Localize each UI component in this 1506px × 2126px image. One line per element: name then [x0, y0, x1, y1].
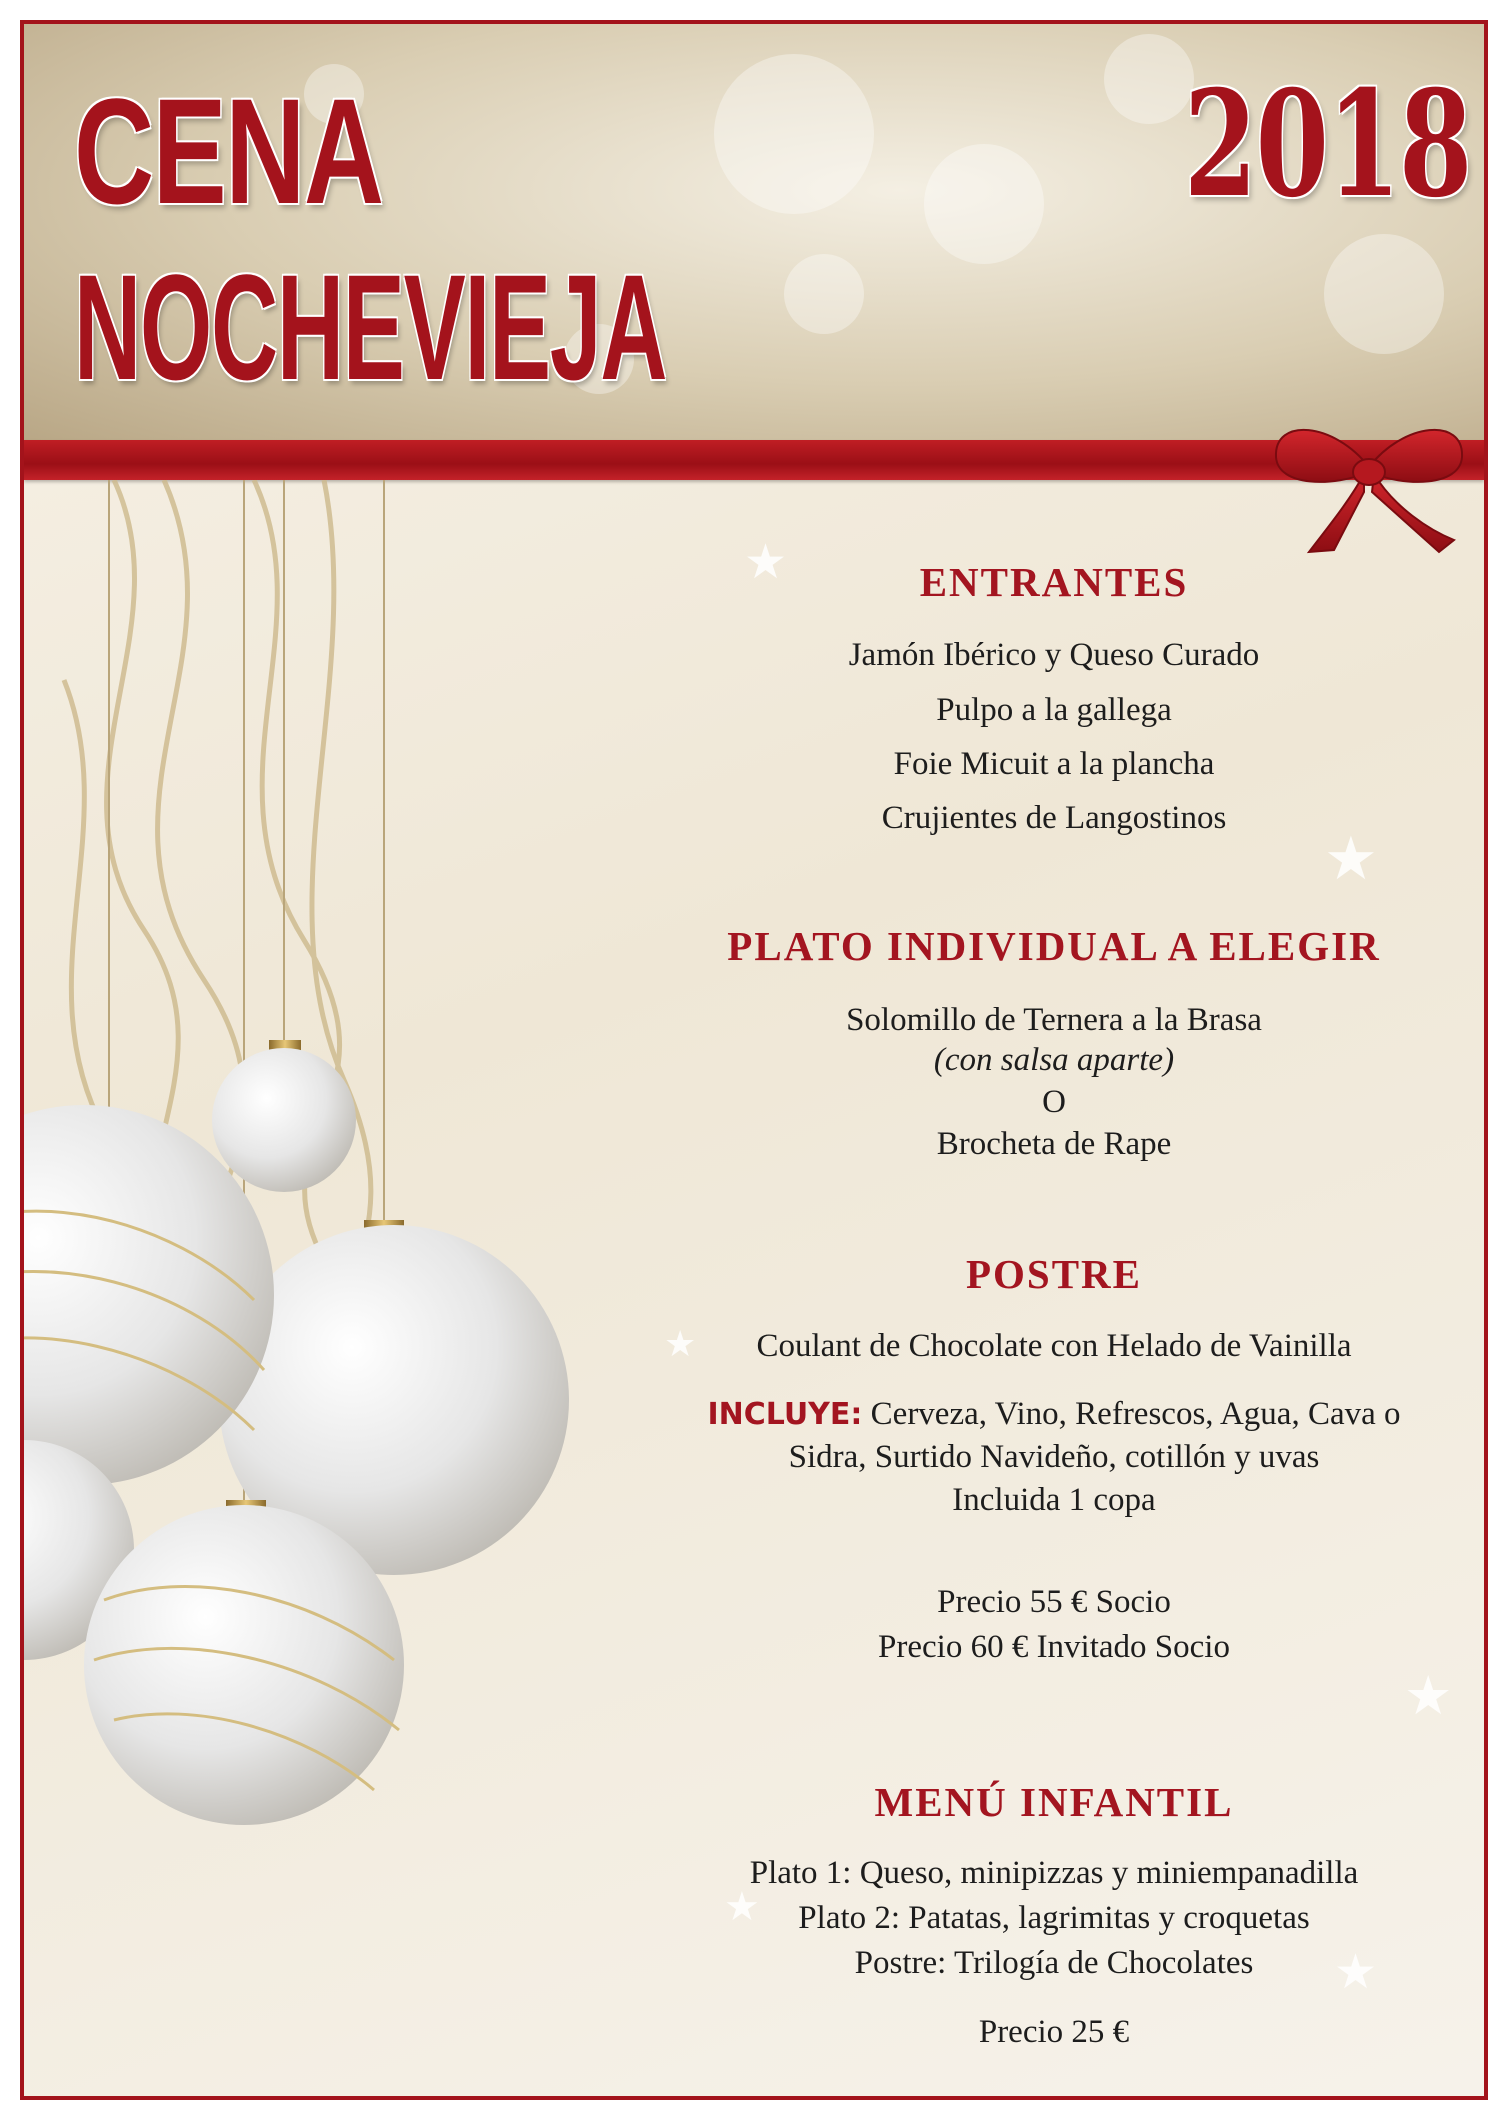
bokeh-light — [784, 254, 864, 334]
star-icon: ★ — [1404, 1664, 1453, 1727]
menu-item: Postre: Trilogía de Chocolates — [854, 1945, 1254, 1981]
bokeh-light — [714, 54, 874, 214]
title-cena: CENA — [74, 67, 383, 235]
section-title-entrantes: ENTRANTES — [919, 559, 1189, 605]
menu-content — [624, 480, 1484, 2100]
menu-poster — [20, 20, 1488, 2100]
menu-item: Plato 1: Queso, minipizzas y miniempanadilla — [749, 1855, 1359, 1891]
incluye-line — [624, 1396, 1484, 1433]
christmas-ornaments-decoration — [24, 480, 584, 2100]
star-icon: ★ — [1334, 1944, 1378, 2000]
star-icon: ★ — [724, 1884, 760, 1930]
menu-item: Jamón Ibérico y Queso Curado — [848, 637, 1260, 673]
star-icon: ★ — [1324, 824, 1378, 894]
incluye-label: INCLUYE: — [707, 1397, 863, 1432]
menu-item-note: (con salsa aparte) — [933, 1042, 1175, 1078]
incluye-line: Incluida 1 copa — [952, 1482, 1156, 1518]
header-banner — [24, 24, 1484, 440]
section-title-plato-individual: PLATO INDIVIDUAL A ELEGIR — [727, 923, 1381, 969]
bokeh-light — [1324, 234, 1444, 354]
menu-item: Plato 2: Patatas, lagrimitas y croquetas — [798, 1900, 1310, 1936]
menu-item: Foie Micuit a la plancha — [893, 746, 1215, 782]
menu-item: Pulpo a la gallega — [936, 692, 1172, 728]
bokeh-light — [924, 144, 1044, 264]
price-infantil: Precio 25 € — [978, 2014, 1130, 2050]
incluye-line: Sidra, Surtido Navideño, cotillón y uvas — [788, 1439, 1320, 1475]
menu-item-separator: O — [1042, 1084, 1066, 1120]
menu-item: Crujientes de Langostinos — [881, 800, 1227, 836]
title-year: 2018 — [1184, 59, 1471, 230]
price-invitado: Precio 60 € Invitado Socio — [878, 1629, 1230, 1665]
menu-item: Brocheta de Rape — [936, 1126, 1172, 1162]
section-title-postre: POSTRE — [965, 1251, 1143, 1297]
section-title-menu-infantil: MENÚ INFANTIL — [874, 1779, 1234, 1825]
bokeh-light — [1104, 34, 1194, 124]
menu-item: Coulant de Chocolate con Helado de Vainilla — [756, 1328, 1352, 1364]
price-socio: Precio 55 € Socio — [937, 1584, 1171, 1620]
star-icon: ★ — [744, 534, 788, 590]
title-nochevieja: NOCHEVIEJA — [74, 243, 667, 411]
menu-item: Solomillo de Ternera a la Brasa — [846, 1002, 1262, 1038]
star-icon: ★ — [664, 1324, 697, 1365]
incluye-text: Cerveza, Vino, Refrescos, Agua, Cava o — [862, 1396, 1401, 1432]
